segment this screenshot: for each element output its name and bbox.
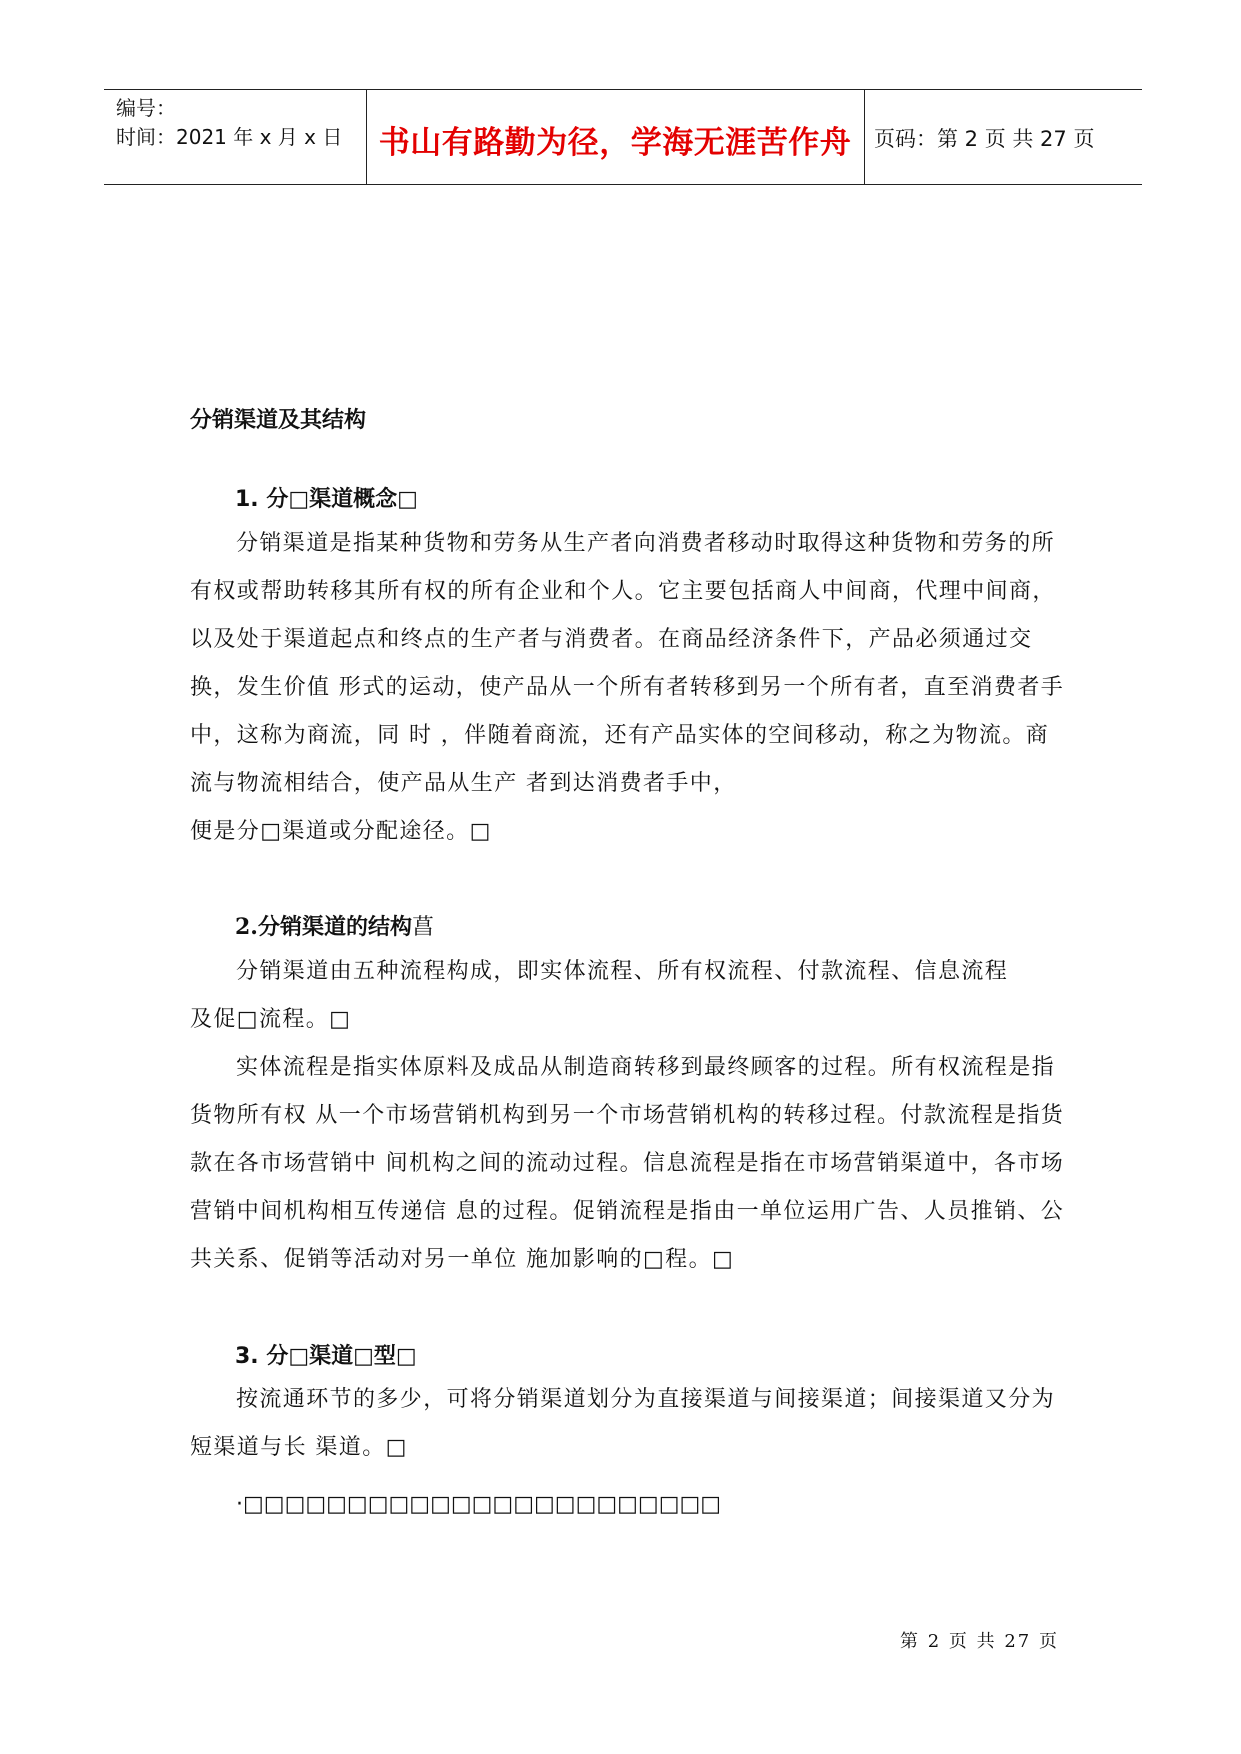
document-title: 分销渠道及其结构: [190, 407, 367, 433]
header-page-info: 页码：第 2 页 共 27 页: [874, 127, 1095, 151]
section-3-para-1: [190, 1376, 1070, 1472]
page-footer: 第 2 页 共 27 页: [900, 1631, 1059, 1652]
section-2-para-2-end: 施加影响的□程。□: [526, 1247, 735, 1272]
section-2-para-1-text: 分销渠道由五种流程构成，即实体流程、所有权流程、付款流程、信息流程: [236, 959, 1009, 984]
section-2-para-1: [190, 948, 1070, 1044]
section-1-text-end: 便是分□渠道或分配途径。□: [190, 819, 492, 844]
header-divider: [366, 90, 367, 184]
section-3-para-1-end: 渠道。□: [315, 1435, 408, 1460]
section-2-heading-text: 2.分销渠道的结构: [235, 914, 412, 940]
section-3-bullet: ·□□□□□□□□□□□□□□□□□□□□□□□: [236, 1492, 722, 1517]
section-1-body: [190, 520, 1070, 856]
page-header: [104, 89, 1142, 185]
section-2-heading-tail: 菖: [411, 915, 434, 940]
section-1-text: 分销渠道是指某种货物和劳务从生产者向消费者移动时取得这种货物和劳务的所有权或帮助转移其所有权的所有企业和个人。它主要包括商人中间商，代理中间商， 以及处于渠道起点和终点的生产者与消费者。在商品经济条件下，产品必须通过交换，发生价值 形式的运动，使产品从一个所有者转移到另一个所有者，直至消费者手中，这称为商流，同 时 ，伴随着商流，还有产品实体的空间移动，称之为物流。商流与物流相结合，使产品从生产 者到达消费者手中，: [190, 531, 1065, 796]
section-3-heading-text: 3. 分□渠道□型□: [235, 1344, 417, 1369]
section-1-heading-text: 1. 分□渠道概念□: [235, 487, 418, 512]
section-3-para-1-text: 按流通环节的多少，可将分销渠道划分为直接渠道与间接渠道；间接渠道又分为短渠道与长: [190, 1387, 1056, 1460]
section-1-heading: [235, 482, 418, 513]
section-2-heading: [235, 910, 434, 941]
header-meta: [116, 94, 342, 152]
section-2-para-2-text: 实体流程是指实体原料及成品从制造商转移到最终顾客的过程。所有权流程是指货物所有权 从一个市场营销机构到另一个市场营销机构的转移过程。付款流程是指货款在各市场营销中 间机构之间的流动过程。信息流程是指在市场营销渠道中，各市场营销中间机构相互传递信 息的过程。促销流程是指由一单位运用广告、人员推销、公共关系、促销等活动对另一单位: [190, 1055, 1065, 1272]
section-3-heading: [235, 1339, 417, 1370]
section-2-para-2: [190, 1044, 1070, 1284]
serial-label: 编号：: [116, 96, 176, 120]
time-label: 时间：2021 年 x 月 x 日: [116, 125, 343, 149]
header-divider: [864, 90, 865, 184]
header-motto: 书山有路勤为径，学海无涯苦作舟: [378, 125, 852, 161]
section-2-para-1-end: 及促□流程。□: [190, 1007, 352, 1032]
